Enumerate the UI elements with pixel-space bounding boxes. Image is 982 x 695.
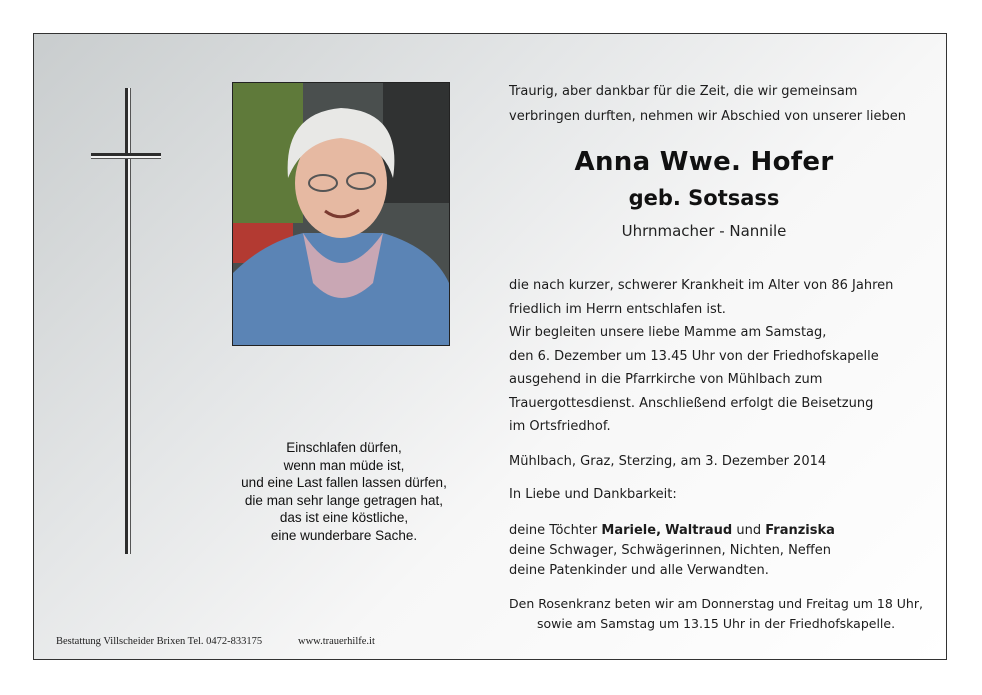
mourners-line-3: deine Patenkinder und alle Verwandten. <box>509 563 769 578</box>
love-line: In Liebe und Dankbarkeit: <box>509 487 677 502</box>
cross-bar <box>91 153 161 156</box>
body-line: den 6. Dezember um 13.45 Uhr von der Friedhofskapelle <box>509 348 879 364</box>
body-line: die nach kurzer, schwerer Krankheit im Alter von 86 Jahren <box>509 278 894 293</box>
website-link[interactable]: www.trauerhilfe.it <box>298 636 375 647</box>
conjunction: und <box>736 523 762 538</box>
intro-text <box>509 79 929 129</box>
mourners-list <box>509 521 929 581</box>
poem-line: eine wunderbare Sache. <box>270 527 418 543</box>
body-line: im Ortsfriedhof. <box>509 419 611 434</box>
place-date: Mühlbach, Graz, Sterzing, am 3. Dezember 2014 <box>509 454 827 469</box>
poem-line: das ist eine köstliche, <box>279 510 409 525</box>
cross-icon <box>125 88 128 554</box>
rosary-notice <box>496 594 936 633</box>
funeral-home: Bestattung Villscheider Brixen Tel. 0472-833175 <box>56 636 263 647</box>
rosary-line: sowie am Samstag um 13.15 Uhr in der Friedhofskapelle. <box>536 615 896 631</box>
body-line: Wir begleiten unsere liebe Mamme am Samstag, <box>509 325 827 340</box>
intro-line: verbringen durften, nehmen wir Abschied von unserer lieben <box>509 109 906 124</box>
mourners-prefix: deine Töchter <box>509 523 598 538</box>
poem-line: und eine Last fallen lassen dürfen, <box>241 475 447 490</box>
obituary-card <box>33 33 947 660</box>
intro-line: Traurig, aber dankbar für die Zeit, die wir gemeinsam <box>509 84 858 99</box>
body-line: Trauergottesdienst. Anschließend erfolgt die Beisetzung <box>509 395 874 411</box>
daughter-name: Mariele, <box>601 523 662 538</box>
portrait-photo <box>232 82 450 346</box>
deceased-name: Anna Wwe. Hofer <box>574 147 834 177</box>
announcement-text <box>509 274 939 439</box>
poem-line: die man sehr lange getragen hat, <box>244 492 444 508</box>
poem <box>204 439 484 544</box>
poem-line: wenn man müde ist, <box>283 457 405 473</box>
daughter-name: Franziska <box>765 523 835 538</box>
poem-line: Einschlafen dürfen, <box>286 440 402 455</box>
nickname: Uhrnmacher - Nannile <box>621 222 787 240</box>
body-line: ausgehend in die Pfarrkirche von Mühlbach zum <box>509 372 823 387</box>
rosary-line: Den Rosenkranz beten wir am Donnerstag und Freitag um 18 Uhr, <box>509 596 923 611</box>
daughter-name: Waltraud <box>665 523 733 538</box>
birth-name: geb. Sotsass <box>628 186 780 210</box>
mourners-line-1 <box>509 521 929 541</box>
body-line: friedlich im Herrn entschlafen ist. <box>509 301 726 317</box>
mourners-line-2: deine Schwager, Schwägerinnen, Nichten, Neffen <box>509 543 831 558</box>
